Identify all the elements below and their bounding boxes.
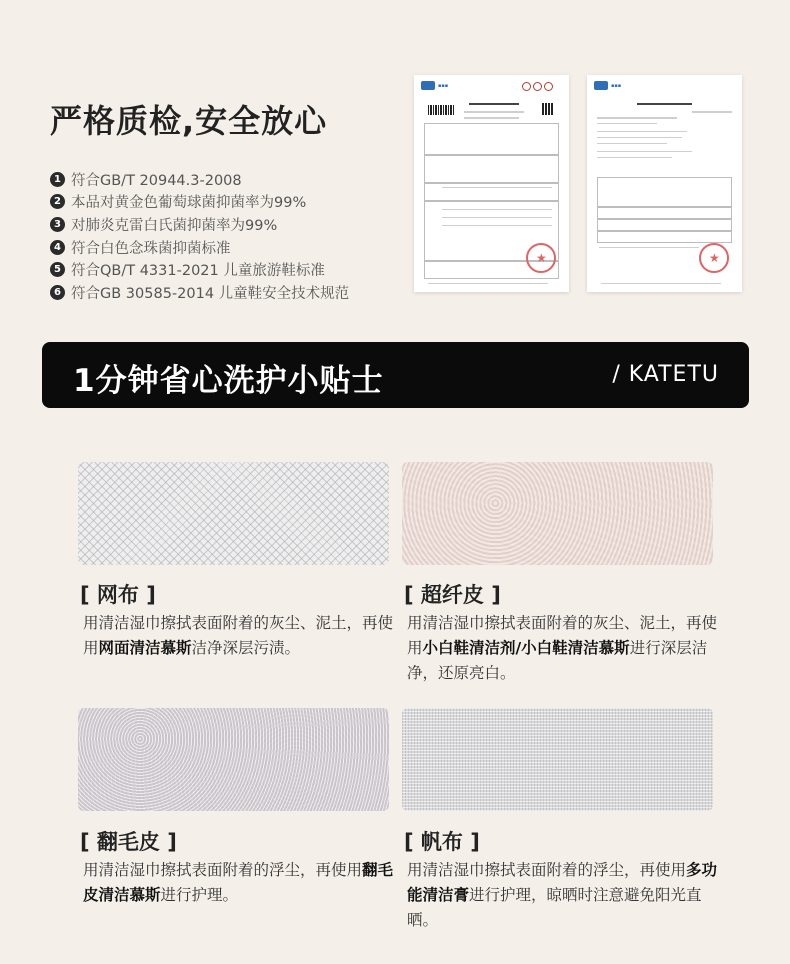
material-desc-suede: 用清洁湿巾擦拭表面附着的浮尘，再使用翻毛皮清洁慕斯进行护理。 — [83, 861, 394, 904]
report-logo: ▪▪▪ — [594, 81, 621, 90]
canvas-fabric-swatch — [402, 708, 713, 811]
cert-text: 符合GB 30585-2014 儿童鞋安全技术规范 — [71, 285, 350, 302]
barcode-icon — [428, 105, 454, 115]
material-desc-microfiber: 用清洁湿巾擦拭表面附着的灰尘、泥土，再使用小白鞋清洁剂/小白鞋清洁慕斯进行深层洁净，还原亮白。 — [407, 614, 718, 682]
number-badge: 4 — [50, 240, 65, 255]
number-badge: 1 — [50, 172, 65, 187]
seal-stamp-icon: ★ — [526, 243, 556, 273]
material-title-suede: [ 翻毛皮 ] — [80, 830, 177, 854]
report-logo: ▪▪▪ — [421, 81, 448, 90]
brand-name: / KATETU — [612, 362, 719, 387]
cert-text: 本品对黄金色葡萄球菌抑菌率为99% — [71, 195, 307, 212]
cert-item — [50, 168, 349, 191]
material-title-microfiber: [ 超纤皮 ] — [404, 583, 501, 607]
product-name: 小白鞋清洁剂/小白鞋清洁慕斯 — [422, 639, 630, 657]
product-name: 翻毛皮清洁慕斯 — [83, 861, 394, 904]
cert-text: 符合QB/T 4331-2021 儿童旅游鞋标准 — [71, 263, 325, 280]
number-badge: 3 — [50, 217, 65, 232]
cert-text: 符合GB/T 20944.3-2008 — [71, 172, 242, 189]
suede-swatch — [78, 708, 389, 811]
accreditation-logos — [522, 82, 553, 91]
seal-stamp-icon: ★ — [699, 243, 729, 273]
cert-text: 对肺炎克雷白氏菌抑菌率为99% — [71, 217, 278, 234]
microfiber-leather-swatch — [402, 462, 713, 565]
number-badge: 2 — [50, 194, 65, 209]
quality-section-title: 严格质检,安全放心 — [50, 102, 328, 140]
product-name: 多功能清洁膏 — [407, 861, 718, 904]
cert-item — [50, 191, 349, 214]
mesh-fabric-swatch — [78, 462, 389, 565]
material-desc-mesh: 用清洁湿巾擦拭表面附着的灰尘、泥土，再使用网面清洁慕斯洁净深层污渍。 — [83, 614, 394, 657]
cert-item — [50, 258, 349, 281]
care-tips-banner — [42, 342, 749, 408]
cert-text: 符合白色念珠菌抑菌标准 — [71, 240, 231, 257]
product-name: 网面清洁慕斯 — [98, 639, 192, 657]
banner-title: 1分钟省心洗护小贴士 — [73, 363, 384, 399]
material-desc-canvas: 用清洁湿巾擦拭表面附着的浮尘，再使用多功能清洁膏进行护理，晾晒时注意避免阳光直晒。 — [407, 861, 718, 929]
number-badge: 5 — [50, 262, 65, 277]
number-badge: 6 — [50, 285, 65, 300]
certification-list — [50, 168, 349, 304]
qr-code-icon — [542, 103, 554, 115]
cert-item — [50, 281, 349, 304]
cert-item — [50, 213, 349, 236]
cert-item — [50, 236, 349, 259]
test-report-image-1[interactable] — [414, 75, 569, 292]
material-title-canvas: [ 帆布 ] — [404, 830, 480, 854]
material-title-mesh: [ 网布 ] — [80, 583, 156, 607]
test-report-image-2[interactable] — [587, 75, 742, 292]
